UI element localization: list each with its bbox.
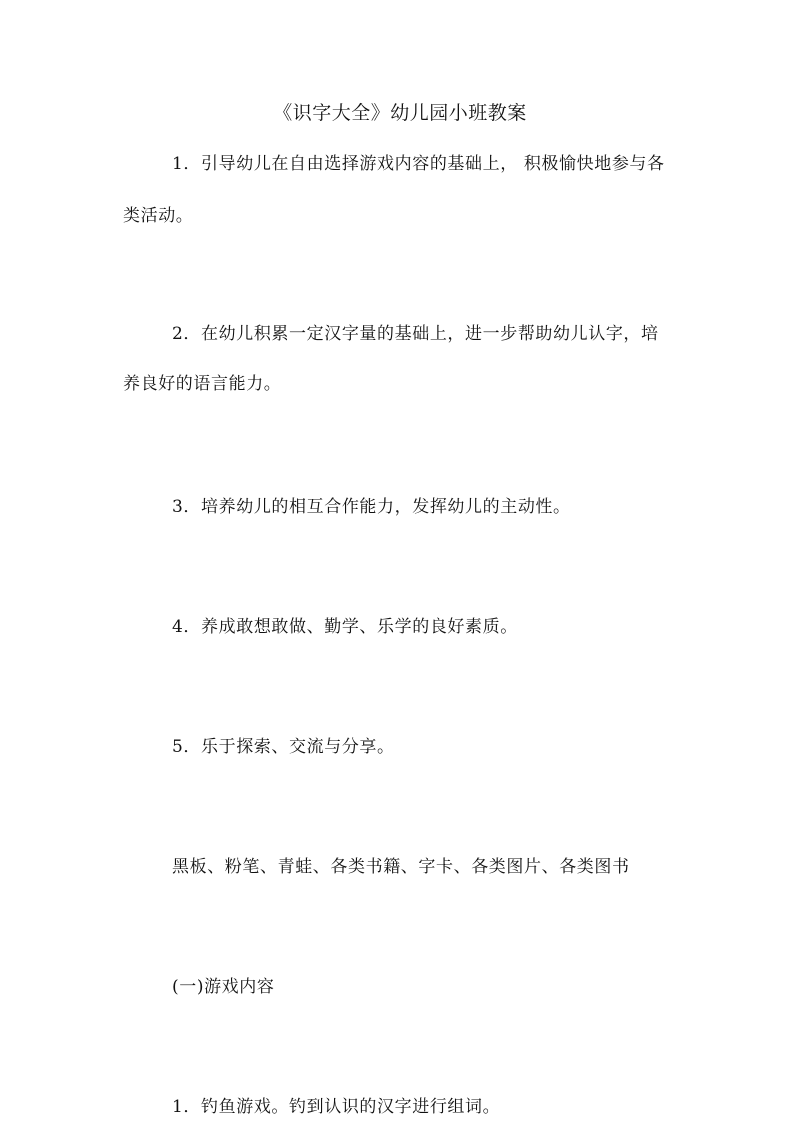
goal-2-line-1: 2．在幼儿积累一定汉字量的基础上，进一步帮助幼儿认字，培 <box>172 324 659 344</box>
materials-list: 黑板、粉笔、青蛙、各类书籍、字卡、各类图片、各类图书 <box>172 857 630 877</box>
goal-5: 5．乐于探索、交流与分享。 <box>172 737 395 757</box>
goal-1-line-2: 类活动。 <box>123 206 194 226</box>
document-title: 《识字大全》幼儿园小班教案 <box>273 102 527 124</box>
goal-2-line-2: 养良好的语言能力。 <box>123 374 282 394</box>
section-heading-game-content: (一)游戏内容 <box>172 977 275 997</box>
goal-4: 4．养成敢想敢做、勤学、乐学的良好素质。 <box>172 617 518 637</box>
game-1: 1．钓鱼游戏。钓到认识的汉字进行组词。 <box>172 1097 501 1117</box>
goal-1-line-1: 1．引导幼儿在自由选择游戏内容的基础上， 积极愉快地参与各 <box>172 154 665 174</box>
goal-3: 3．培养幼儿的相互合作能力，发挥幼儿的主动性。 <box>172 497 571 517</box>
